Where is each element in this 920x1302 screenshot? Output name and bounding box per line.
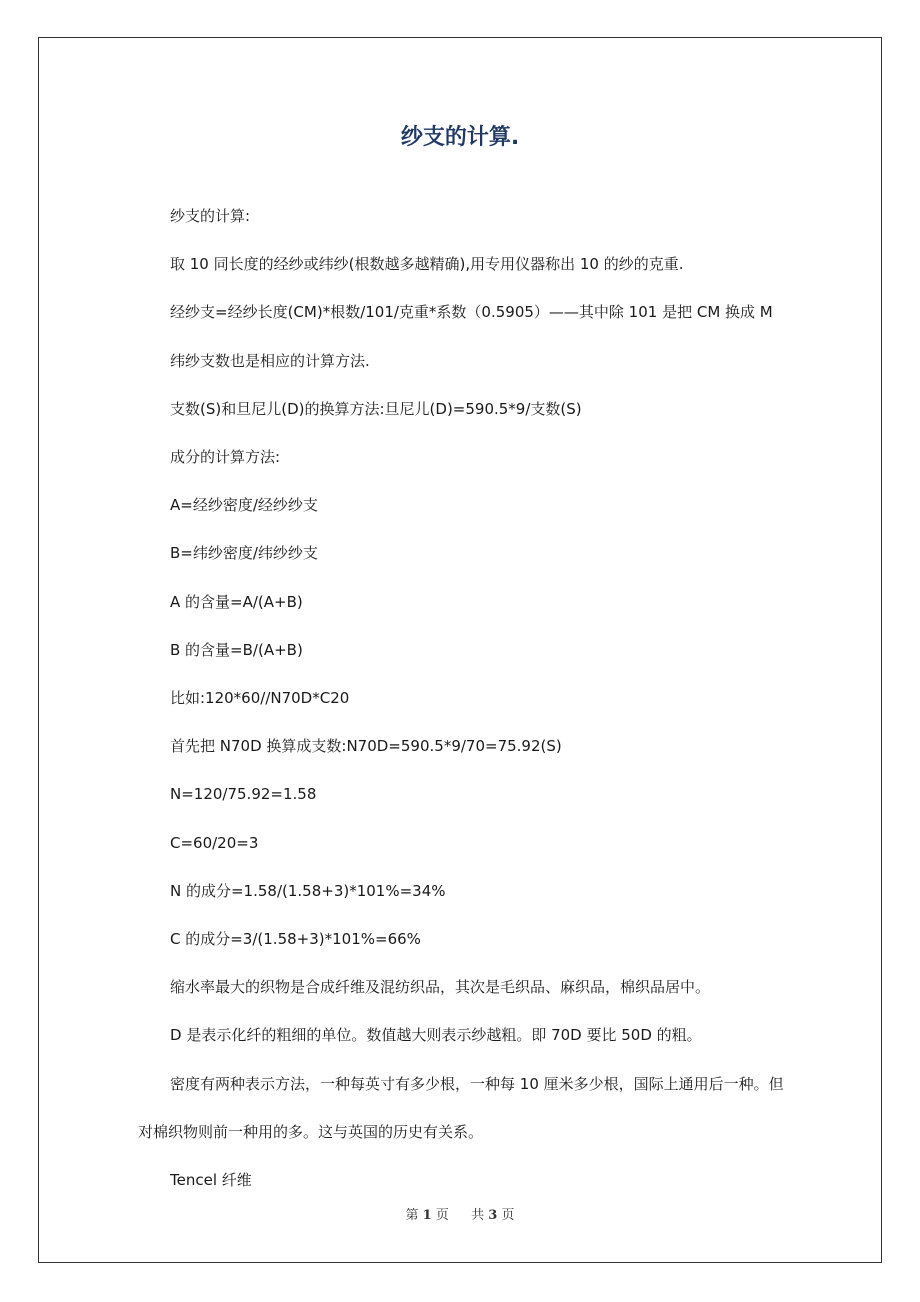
paragraph: 取 10 同长度的经纱或纬纱(根数越多越精确),用专用仪器称出 10 的纱的克重. — [170, 255, 684, 274]
paragraph: N=120/75.92=1.58 — [170, 785, 317, 804]
document-title: 纱支的计算. — [400, 125, 520, 150]
current-page-number: 1 — [422, 1208, 432, 1223]
paragraph: 成分的计算方法: — [170, 448, 281, 467]
paragraph: C 的成分=3/(1.58+3)*101%=66% — [170, 930, 421, 949]
paragraph: 缩水率最大的织物是合成纤维及混纺织品，其次是毛织品、麻织品，棉织品居中。 — [170, 978, 711, 997]
paragraph: D 是表示化纤的粗细的单位。数值越大则表示纱越粗。即 70D 要比 50D 的粗。 — [170, 1026, 702, 1045]
paragraph: C=60/20=3 — [170, 833, 259, 852]
footer-page-word: 页 — [435, 1208, 449, 1223]
paragraph: Tencel 纤维 — [170, 1171, 252, 1190]
paragraph: 纬纱支数也是相应的计算方法. — [170, 351, 370, 370]
footer-total-word: 页 — [501, 1208, 515, 1223]
paragraph: 支数(S)和旦尼儿(D)的换算方法:旦尼儿(D)=590.5*9/支数(S) — [170, 399, 582, 418]
paragraph: 经纱支=经纱长度(CM)*根数/101/克重*系数（0.5905）——其中除 101 是把 CM 换成 M — [170, 303, 773, 322]
footer-total-prefix: 共 — [471, 1208, 485, 1223]
paragraph: 密度有两种表示方法，一种每英寸有多少根，一种每 10 厘米多少根，国际上通用后一种。但对棉织物则前一种用的多。这与英国的历史有关系。 — [138, 1074, 784, 1141]
paragraph: A=经纱密度/经纱纱支 — [170, 496, 318, 515]
page-footer — [0, 1206, 920, 1226]
paragraph: B=纬纱密度/纬纱纱支 — [170, 544, 318, 563]
paragraph: 首先把 N70D 换算成支数:N70D=590.5*9/70=75.92(S) — [170, 737, 562, 756]
paragraph: B 的含量=B/(A+B) — [170, 640, 303, 659]
paragraph: N 的成分=1.58/(1.58+3)*101%=34% — [170, 881, 446, 900]
paragraph: A 的含量=A/(A+B) — [170, 592, 303, 611]
footer-prefix: 第 — [405, 1208, 419, 1223]
paragraph: 纱支的计算: — [170, 207, 251, 225]
document-body — [138, 192, 798, 1204]
total-page-number: 3 — [488, 1208, 498, 1223]
paragraph: 比如:120*60//N70D*C20 — [170, 689, 350, 708]
